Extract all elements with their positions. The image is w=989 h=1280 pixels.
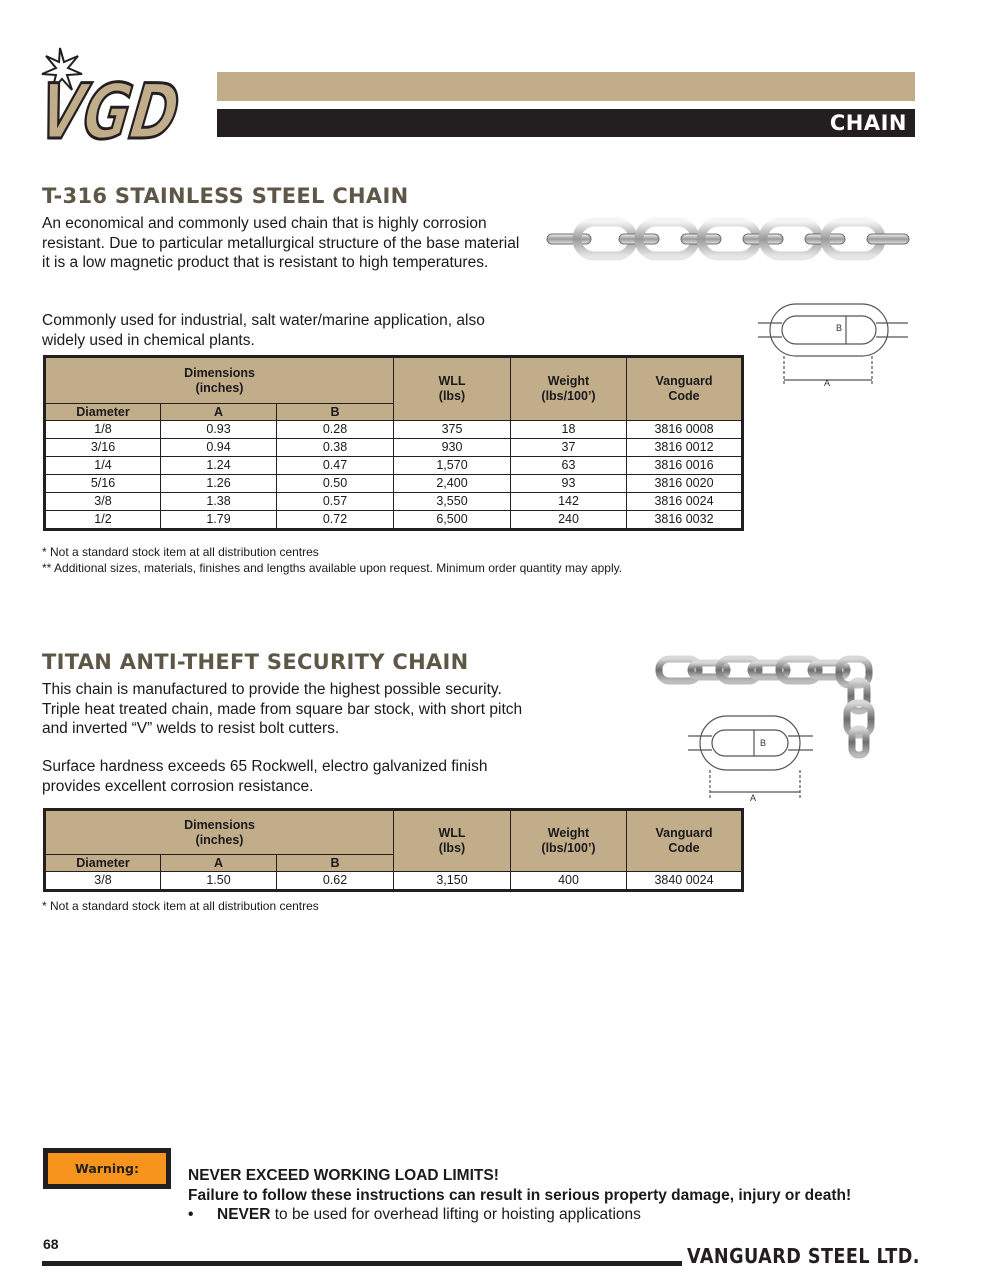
footer-rule — [42, 1261, 682, 1266]
table-row: 1/4 1.24 0.47 1,570 63 3816 0016 — [45, 457, 743, 475]
t316-applications: Commonly used for industrial, salt water/marine application, also widely used in chemical plants. — [42, 312, 485, 349]
titan-link-diagram — [688, 712, 813, 809]
header-a: A — [161, 404, 277, 421]
t316-description: An economical and commonly used chain that is highly corrosion resistant. Due to particular metallurgical structure of the base material it is a low magnetic product that is resistant to high temperatures. — [42, 215, 520, 271]
table-row: 1/8 0.93 0.28 375 18 3816 0008 — [45, 421, 743, 439]
header-wll: WLL (lbs) — [394, 810, 511, 872]
header-weight: Weight (lbs/100’) — [511, 357, 627, 421]
table-row: 5/16 1.26 0.50 2,400 93 3816 0020 — [45, 475, 743, 493]
header-b: B — [277, 855, 394, 872]
t316-spec-table — [43, 355, 744, 531]
header-code: Vanguard Code — [627, 810, 743, 872]
header-b: B — [277, 404, 394, 421]
header-wll: WLL (lbs) — [394, 357, 511, 421]
header-diameter: Diameter — [45, 855, 161, 872]
page-number: 68 — [43, 1236, 59, 1252]
section-title-titan: TITAN ANTI-THEFT SECURITY CHAIN — [42, 650, 469, 674]
svg-text:A: A — [750, 793, 757, 803]
t316-note-additional: ** Additional sizes, materials, finishes and lengths available upon request. Minimum order quantity may apply. — [42, 561, 623, 575]
warning-line-1: NEVER EXCEED WORKING LOAD LIMITS! — [188, 1167, 499, 1184]
header-weight: Weight (lbs/100’) — [511, 810, 627, 872]
warning-label-box — [43, 1148, 171, 1189]
table-row: 1/2 1.79 0.72 6,500 240 3816 0032 — [45, 511, 743, 530]
svg-text:A: A — [824, 378, 831, 388]
header-tan-bar — [217, 72, 915, 101]
header-diameter: Diameter — [45, 404, 161, 421]
vgd-logo — [34, 44, 231, 157]
svg-text:VGD: VGD — [34, 68, 231, 157]
titan-note-stock: * Not a standard stock item at all distribution centres — [42, 899, 319, 913]
svg-text:B: B — [760, 738, 767, 748]
table-row: 3/8 1.50 0.62 3,150 400 3840 0024 — [45, 872, 743, 891]
t316-note-stock: * Not a standard stock item at all distribution centres — [42, 545, 319, 559]
titan-finish: Surface hardness exceeds 65 Rockwell, electro galvanized finish provides excellent corrosion resistance. — [42, 758, 488, 795]
titan-description: This chain is manufactured to provide the highest possible security. Triple heat treated chain, made from square bar stock, with short pitch and inverted “V” welds to resist bolt cutters. — [42, 681, 523, 737]
warning-line-2: Failure to follow these instructions can result in serious property damage, injury or death! — [188, 1186, 852, 1204]
svg-text:B: B — [836, 323, 843, 333]
company-name: VANGUARD STEEL LTD. — [687, 1244, 920, 1268]
titan-spec-table — [43, 808, 744, 892]
header-dimensions: Dimensions (inches) — [45, 810, 394, 855]
stainless-chain-image — [545, 215, 911, 268]
table-row: 3/16 0.94 0.38 930 37 3816 0012 — [45, 439, 743, 457]
header-a: A — [161, 855, 277, 872]
header-dimensions: Dimensions (inches) — [45, 357, 394, 404]
section-title-t316: T-316 STAINLESS STEEL CHAIN — [42, 184, 409, 208]
warning-text — [188, 1166, 851, 1225]
table-row: 3/8 1.38 0.57 3,550 142 3816 0024 — [45, 493, 743, 511]
warning-bullet: • NEVER to be used for overhead lifting or hoisting applications — [188, 1206, 641, 1223]
header-code: Vanguard Code — [627, 357, 743, 421]
t316-link-diagram — [758, 296, 908, 396]
warning-label: Warning: — [48, 1153, 166, 1184]
category-title: CHAIN — [829, 111, 907, 135]
header-category-bar — [217, 109, 915, 137]
